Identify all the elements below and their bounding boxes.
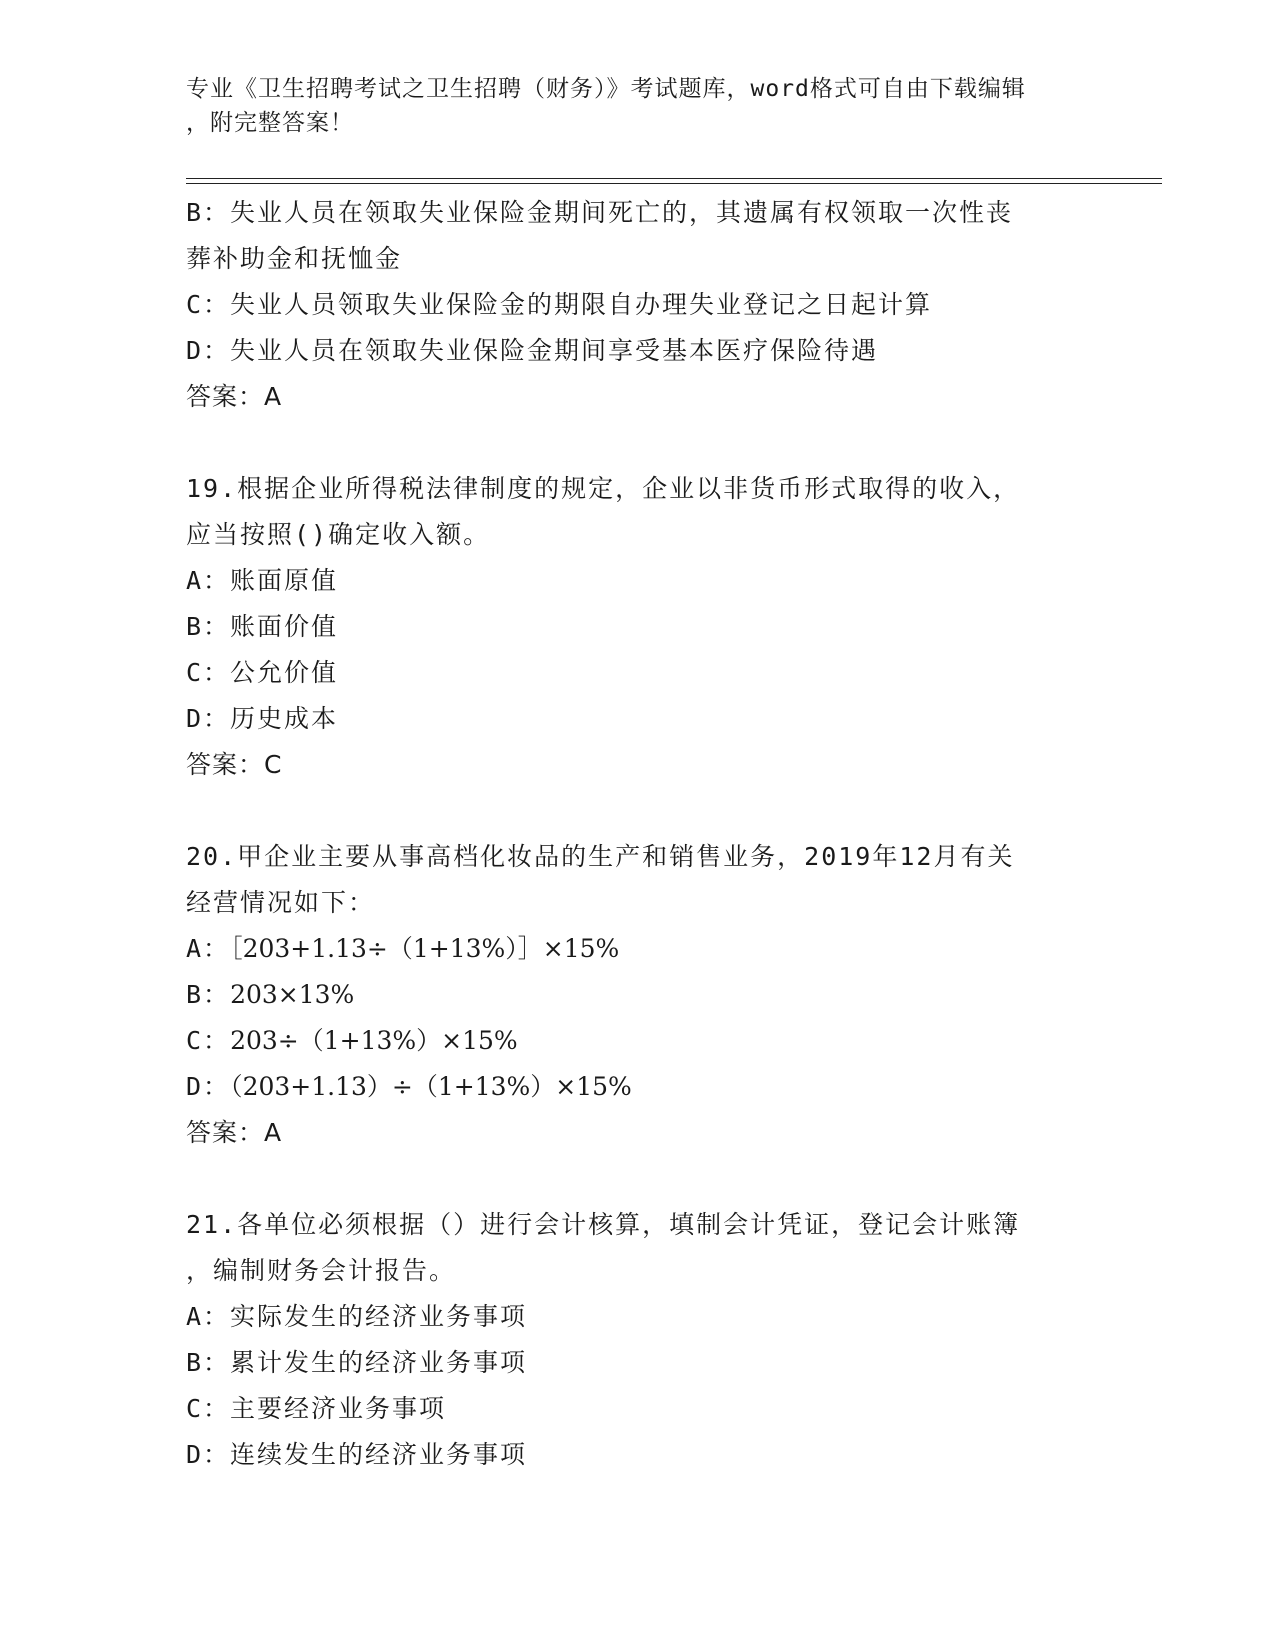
q20-option-c	[186, 1018, 1086, 1064]
q18-option-d: D：失业人员在领取失业保险金期间享受基本医疗保险待遇	[186, 336, 879, 365]
question-21	[186, 1202, 1086, 1478]
q20-option-a-text: ［203+1.13÷（1+13%）］×15%	[230, 934, 620, 963]
q19-answer: 答案：C	[186, 750, 283, 779]
q19-stem-line1: 19.根据企业所得税法律制度的规定，企业以非货币形式取得的收入，	[186, 474, 1021, 503]
q19-option-d: D：历史成本	[186, 704, 339, 733]
q19-option-b: B：账面价值	[186, 612, 339, 641]
question-18-continued	[186, 190, 1086, 420]
q20-stem-line1: 20.甲企业主要从事高档化妆品的生产和销售业务，2019年12月有关	[186, 842, 1015, 871]
spacer	[186, 1156, 1086, 1202]
q20-option-b	[186, 972, 1086, 1018]
q20-option-b-label: B：	[186, 980, 231, 1009]
question-20	[186, 834, 1086, 1156]
q19-stem-line2: 应当按照()确定收入额。	[186, 520, 491, 549]
q20-option-c-label: C：	[186, 1026, 231, 1055]
q20-option-a	[186, 926, 1086, 972]
header-title-line2: ，附完整答案！	[186, 110, 354, 136]
header-divider-bottom	[186, 183, 1162, 184]
document-header	[186, 72, 1066, 140]
q18-answer: 答案：A	[186, 382, 283, 411]
q21-option-c: C：主要经济业务事项	[186, 1394, 447, 1423]
header-divider-top	[186, 178, 1162, 179]
spacer	[186, 420, 1086, 466]
q19-option-c: C：公允价值	[186, 658, 339, 687]
header-title-line1: 专业《卫生招聘考试之卫生招聘（财务）》考试题库，word格式可自由下载编辑	[186, 76, 1026, 102]
q19-option-a: A：账面原值	[186, 566, 339, 595]
q18-option-b-line1: B：失业人员在领取失业保险金期间死亡的，其遗属有权领取一次性丧	[186, 198, 1014, 227]
question-list	[186, 190, 1086, 1478]
q20-answer: 答案：A	[186, 1118, 283, 1147]
question-19	[186, 466, 1086, 788]
spacer	[186, 788, 1086, 834]
q20-stem-line2: 经营情况如下：	[186, 888, 376, 917]
q21-stem-line1: 21.各单位必须根据（）进行会计核算，填制会计凭证，登记会计账簿	[186, 1210, 1021, 1239]
q18-option-c: C：失业人员领取失业保险金的期限自办理失业登记之日起计算	[186, 290, 933, 319]
q20-option-d-text: （203+1.13）÷（1+13%）×15%	[230, 1072, 632, 1101]
q21-option-d: D：连续发生的经济业务事项	[186, 1440, 528, 1469]
q21-option-a: A：实际发生的经济业务事项	[186, 1302, 528, 1331]
q20-option-a-label: A：	[186, 934, 231, 963]
q21-stem-line2: ，编制财务会计报告。	[186, 1256, 457, 1285]
q20-option-d	[186, 1064, 1086, 1110]
q20-option-c-text: 203÷（1+13%）×15%	[230, 1026, 518, 1055]
q21-option-b: B：累计发生的经济业务事项	[186, 1348, 528, 1377]
q20-option-d-label: D：	[186, 1072, 231, 1101]
q20-option-b-text: 203×13%	[230, 980, 355, 1009]
q18-option-b-line2: 葬补助金和抚恤金	[186, 244, 403, 273]
